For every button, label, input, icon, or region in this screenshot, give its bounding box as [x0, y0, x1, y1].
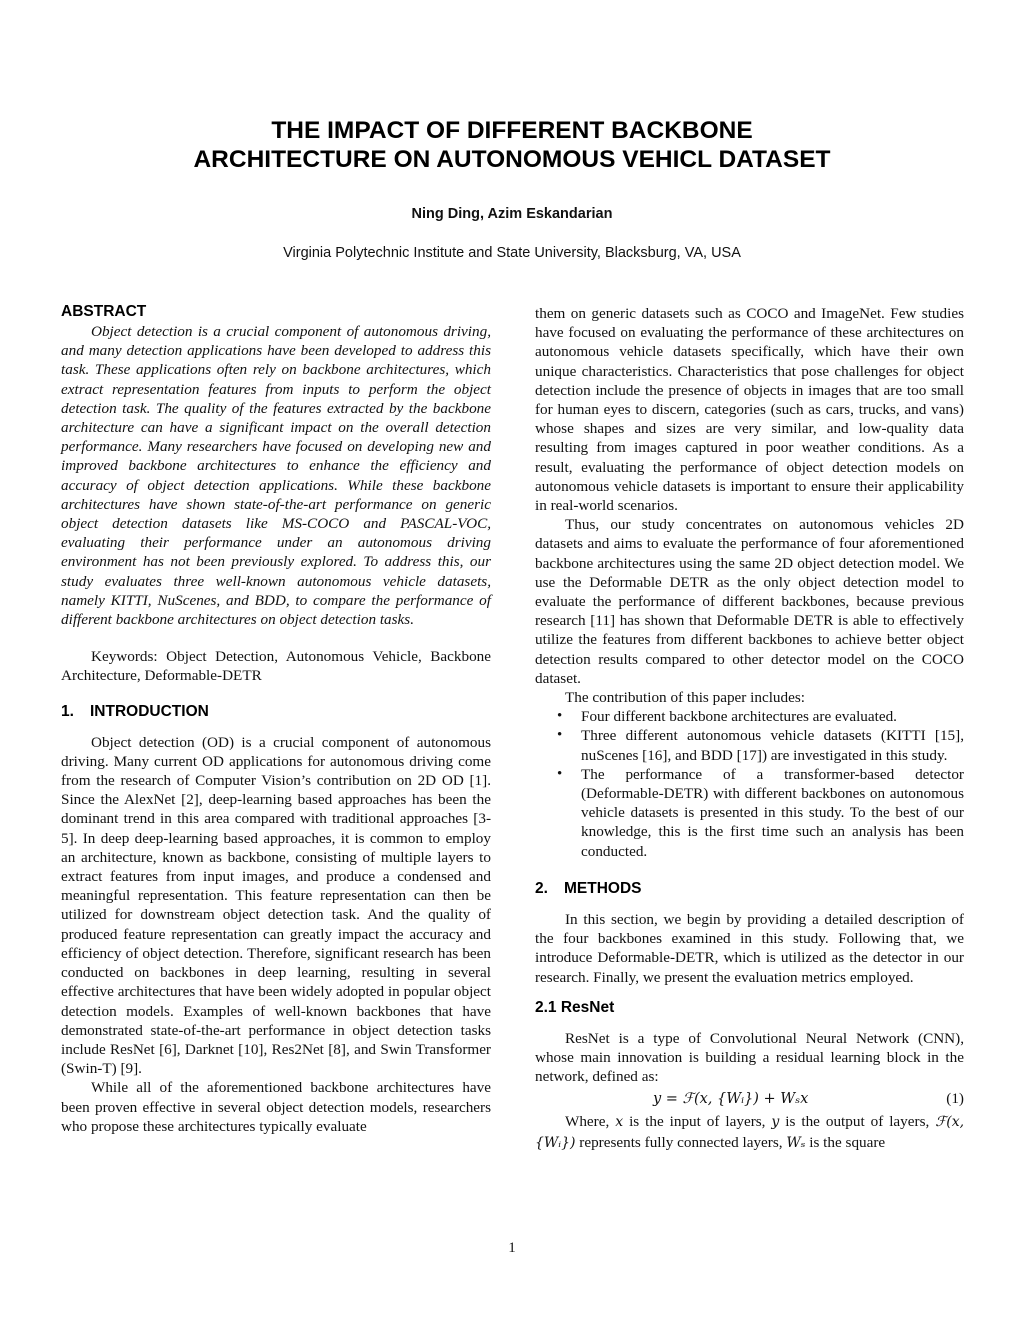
- contribution-list: [535, 707, 964, 861]
- resnet-where-paragraph: [535, 1112, 964, 1152]
- intro-paragraph-2-continued: them on generic datasets such as COCO and ImageNet. Few studies have focused on evaluating the performance of these architectures on autonomous vehicle datasets specifically, which have their own unique characteristics. Characteristics that pose challenges for object detection include the presence of objects in images that are too small for human eyes to discern, categories (such as cars, trucks, and vans) whose shapes and sizes are very similar, and low-quality data resulting from images captured in poor weather conditions. As a result, evaluating the performance of object detection models on autonomous vehicle datasets is important to ensure their applicability in real-world scenarios.: [535, 305, 964, 515]
- math-var-y: y: [771, 1114, 780, 1131]
- text-run: represents fully connected layers,: [579, 1133, 783, 1151]
- math-var-ws: Wₛ: [786, 1134, 806, 1151]
- section-title: METHODS: [564, 879, 642, 897]
- keywords: Keywords: Object Detection, Autonomous Vehicle, Backbone Architecture, Deformable-DETR: [61, 648, 491, 685]
- text-run: is the square: [809, 1133, 886, 1151]
- section-title: INTRODUCTION: [90, 702, 209, 720]
- section-number: 2.: [535, 879, 548, 897]
- left-column: [61, 302, 491, 1136]
- section-heading-methods: [535, 879, 964, 899]
- section-heading-introduction: [61, 702, 491, 722]
- math-function-f: ℱ(x, {Wᵢ}): [535, 1114, 965, 1151]
- math-var-x: x: [615, 1114, 624, 1131]
- abstract-section: [61, 302, 491, 629]
- text-run: is the input of layers,: [629, 1113, 766, 1131]
- methods-paragraph: In this section, we begin by providing a detailed description of the four backbones examined in this study. Following that, we introduce Deformable-DETR, which is utilized as the detector in our research. Finally, we present the evaluation metrics employed.: [535, 910, 964, 986]
- intro-paragraph-2: While all of the aforementioned backbone architectures have been proven effective in several object detection models, researchers who propose these architectures typically evaluate: [61, 1079, 491, 1135]
- text-run: Where,: [565, 1113, 610, 1131]
- contribution-item: • The performance of a transformer-based detector (Deformable-DETR) with different backbones on autonomous vehicle datasets is presented in this study. To the best of our knowledge, this is the first time such an analysis has been conducted.: [557, 765, 964, 861]
- title-line-2: ARCHITECTURE ON AUTONOMOUS VEHICL DATASET: [193, 146, 831, 173]
- right-column: [535, 304, 964, 1153]
- author-list: Ning Ding, Azim Eskandarian: [411, 206, 613, 222]
- section-number: 1.: [61, 702, 74, 720]
- intro-paragraph-1: Object detection (OD) is a crucial component of autonomous driving. Many current OD applications for autonomous driving come from the research of Computer Vision’s contribution on 2D OD [1]. Since the AlexNet [2], deep-learning based approaches has been the dominant trend in this area compared with traditional approaches [3-5]. In deep deep-learning based approaches, it is common to employ an architecture, known as backbone, consisting of multiple layers to extract features from input images, and produce a condensed and meaningful representation. This feature representation can then be utilized for downstream object detection task. And the quality of produced feature representation can greatly impact the accuracy and efficiency of object detection. Therefore, significant research has been conducted on backbones in deep learning, resulting in several effective architectures that have been widely adopted in popular object detection models. Examples of well-known backbones that have demonstrated state-of-the-art performance in object detection tasks include ResNet [6], Darknet [10], Res2Net [8], and Swin Transformer (Swin-T) [9].: [61, 733, 491, 1078]
- contribution-intro: The contribution of this paper includes:: [565, 689, 805, 707]
- text-run: is the output of layers,: [785, 1113, 930, 1131]
- contribution-item: • Four different backbone architectures are evaluated.: [557, 707, 964, 726]
- title-line-1: THE IMPACT OF DIFFERENT BACKBONE: [271, 117, 753, 144]
- contribution-item: • Three different autonomous vehicle datasets (KITTI [15], nuScenes [16], and BDD [17]) are investigated in this study.: [557, 726, 964, 764]
- intro-paragraph-3: Thus, our study concentrates on autonomous vehicles 2D datasets and aims to evaluate the performance of four aforementioned backbone architectures using the same 2D object detection model. We use the Deformable DETR as the only object detection model to evaluate the performance of different backbones, because previous research [11] has shown that Deformable DETR is able to effectively utilize the features from different backbones to achieve better object detection results compared to other detector model on the COCO dataset.: [535, 516, 964, 687]
- equation-1: [535, 1088, 964, 1110]
- affiliation: Virginia Polytechnic Institute and State University, Blacksburg, VA, USA: [283, 245, 741, 261]
- equation-expression: y = ℱ(x, {Wᵢ}) + Wₛx: [653, 1091, 809, 1108]
- abstract-heading: ABSTRACT: [61, 303, 147, 320]
- equation-number: (1): [946, 1090, 964, 1108]
- page-number: 1: [508, 1240, 516, 1256]
- subsection-heading-resnet: 2.1 ResNet: [535, 998, 615, 1016]
- abstract-text: Object detection is a crucial component of autonomous driving, and many detection applications have been developed to address this task. These applications often rely on backbone architectures, which extract representation features from inputs to perform the object detection task. The quality of the features extracted by the backbone architecture can have a significant impact on the overall detection performance. Many researchers have focused on developing new and improved backbone architectures to enhance the efficiency and accuracy of object detection applications. While these backbone architectures have shown state-of-the-art performance on generic object detection datasets like MS-COCO and PASCAL-VOC, evaluating their performance under an autonomous driving environment has not been previously explored. To address this, our study evaluates three well-known autonomous vehicle datasets, namely KITTI, NuScenes, and BDD, to compare the performance of different backbone architectures on object detection tasks.: [61, 323, 491, 629]
- paper-title: [120, 116, 904, 174]
- resnet-paragraph: ResNet is a type of Convolutional Neural Network (CNN), whose main innovation is building a residual learning block in the network, defined as:: [535, 1029, 964, 1086]
